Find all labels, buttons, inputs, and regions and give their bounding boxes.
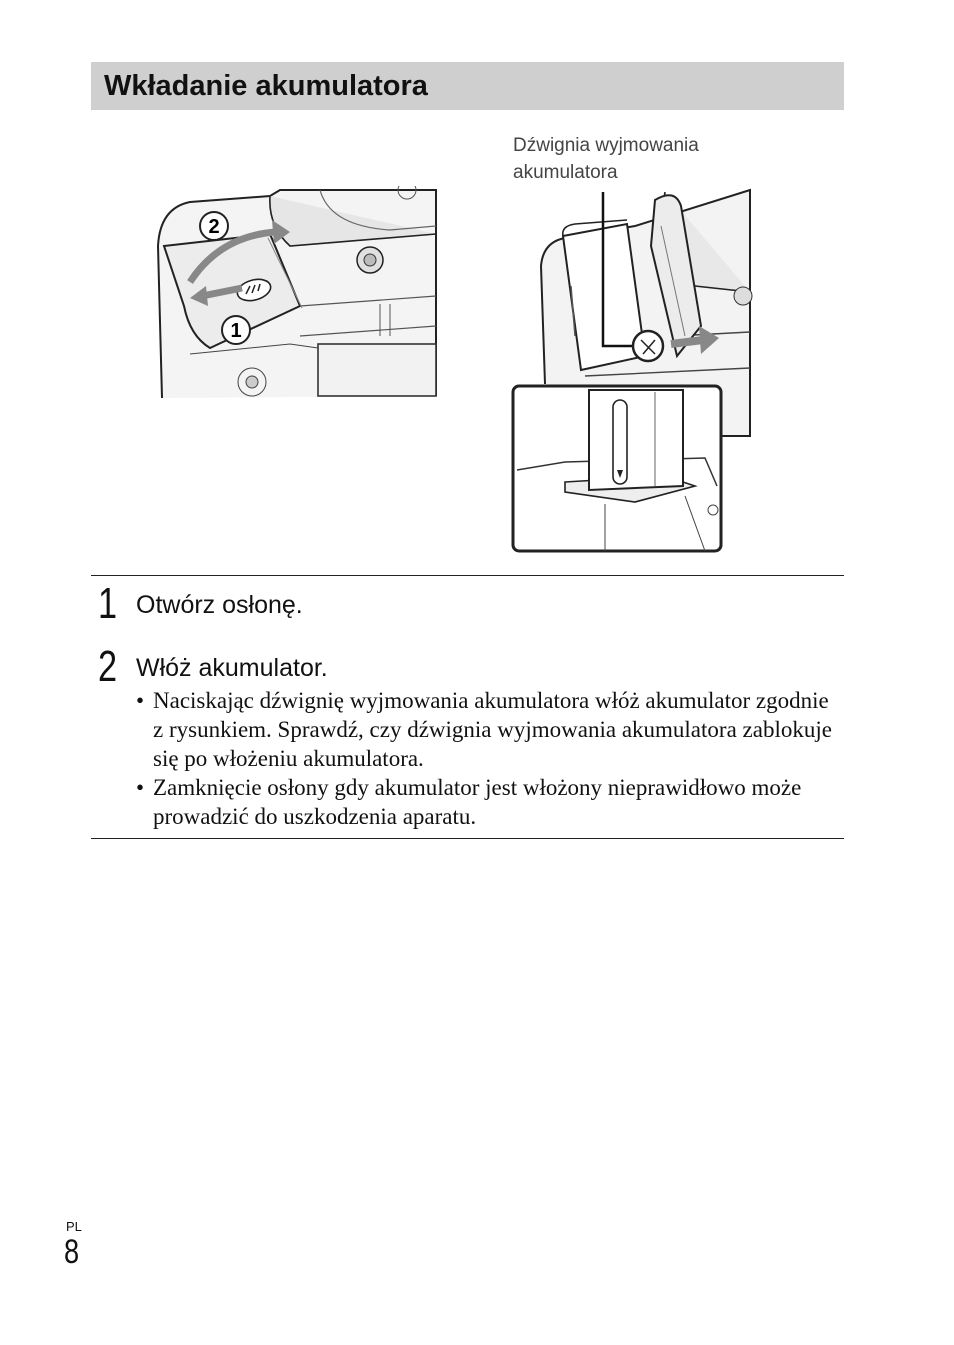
step-2-number: 2 bbox=[98, 642, 118, 691]
insert-battery-illustration bbox=[505, 186, 755, 556]
bullet-item bbox=[136, 686, 836, 773]
bullet-symbol: • bbox=[136, 775, 145, 800]
svg-text:2: 2 bbox=[208, 216, 220, 238]
step-2-bullet-list bbox=[136, 686, 836, 831]
step-marker-1 bbox=[222, 316, 250, 344]
steps-top-rule bbox=[91, 575, 844, 576]
lever-callout bbox=[513, 132, 699, 186]
language-code: PL bbox=[66, 1219, 82, 1234]
step-2-title: Włóż akumulator. bbox=[136, 654, 328, 682]
bullet-symbol: • bbox=[136, 688, 145, 713]
step-marker-2 bbox=[200, 212, 228, 240]
page-number: 8 bbox=[64, 1233, 80, 1271]
step-1-number: 1 bbox=[98, 579, 118, 628]
lever-callout-line-2: akumulatora bbox=[513, 162, 618, 183]
section-title-bar bbox=[91, 62, 844, 110]
svg-text:1: 1 bbox=[230, 320, 242, 342]
section-title: Wkładanie akumulatora bbox=[104, 70, 428, 102]
steps-bottom-rule bbox=[91, 838, 844, 839]
open-cover-illustration bbox=[150, 186, 438, 398]
bullet-item bbox=[136, 773, 836, 831]
bullet-text: Naciskając dźwignię wyjmowania akumulatora włóż akumulator zgodnie z rysunkiem. Sprawdź, czy dźwignia wyjmowania akumulatora zablokuje się po włożeniu akumulatora. bbox=[153, 688, 832, 771]
lever-callout-line-1: Dźwignia wyjmowania bbox=[513, 135, 699, 156]
bullet-text: Zamknięcie osłony gdy akumulator jest włożony nieprawidłowo może prowadzić do uszkodzenia aparatu. bbox=[153, 775, 802, 829]
step-1-title: Otwórz osłonę. bbox=[136, 591, 303, 619]
